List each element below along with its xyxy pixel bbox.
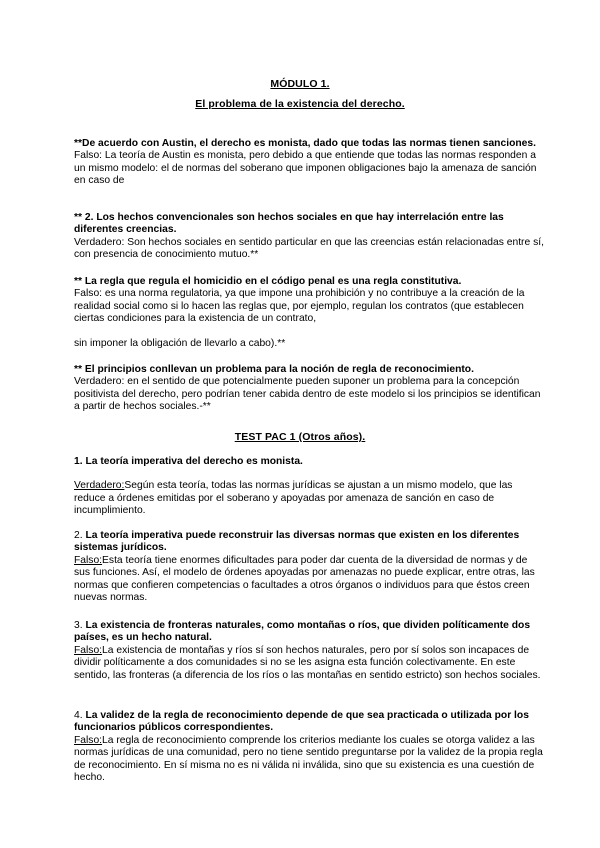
test-question-1 xyxy=(74,456,544,518)
module-question-3 xyxy=(74,276,544,350)
module-question-2 xyxy=(74,212,544,262)
answer-text: Falso: es una norma regulatoria, ya que impone una prohibición y no contribuye a la creación de la realidad social como si lo hacen las reglas que, por ejemplo, regulan los contratos (que establecen ciertas condiciones para la existencia de un contrato, xyxy=(74,288,525,325)
verdict-label: Falso: xyxy=(74,644,103,656)
question-text xyxy=(74,620,544,645)
question-body: La teoría imperativa puede reconstruir las diversas normas que existen en los diferentes sistemas jurídicos. xyxy=(74,530,520,554)
answer-text xyxy=(74,480,544,517)
answer-text xyxy=(74,645,544,682)
test-question-4 xyxy=(74,710,544,784)
answer-continuation: sin imponer la obligación de llevarlo a cabo).** xyxy=(74,337,286,349)
answer-body: La existencia de montañas y ríos sí son hechos naturales, pero por sí solos son incapaces de dividir políticamente a dos comunidades si no se les asigna esta función colectivamente. En este sentido, las fronteras (a diferencia de los ríos o las montañas en sentido estricto) son hechos sociales. xyxy=(74,644,541,681)
verdict-label: Falso: xyxy=(74,734,103,746)
question-number: 2. xyxy=(74,530,83,541)
page-subtitle: El problema de la existencia del derecho. xyxy=(195,98,405,110)
module-question-1 xyxy=(74,138,544,188)
question-body: La existencia de fronteras naturales, como montañas o ríos, que dividen políticamente dos países, es un hecho natural. xyxy=(74,620,531,644)
question-text: ** El principios conllevan un problema para la noción de regla de reconocimiento. xyxy=(74,364,474,375)
question-text xyxy=(74,710,544,735)
answer-text: Falso: La teoría de Austin es monista, pero debido a que entiende que todas las normas responden a un mismo modelo: el de normas del soberano que imponen obligaciones bajo la amenaza de sanción en caso de xyxy=(74,150,537,187)
verdict-label: Falso: xyxy=(74,554,103,566)
answer-text: Verdadero: Son hechos sociales en sentido particular en que las creencias están relacionadas entre sí, con presencia de conocimiento mutuo.** xyxy=(74,236,544,261)
question-text xyxy=(74,530,544,555)
answer-text xyxy=(74,735,544,785)
answer-body: Según esta teoría, todas las normas jurídicas se ajustan a un mismo modelo, que las reduce a órdenes emitidas por el soberano y apoyadas por amenaza de sanción en caso de incumplimiento. xyxy=(74,480,513,517)
page-title: MÓDULO 1. xyxy=(270,78,330,90)
verdict-label: Verdadero: xyxy=(74,480,125,492)
answer-text: Verdadero: en el sentido de que potencialmente pueden suponer un problema para la concepción positivista del derecho, pero podrían tener cabida dentro de este modelo si los principios se identifican a partir de hechos sociales.-** xyxy=(74,376,541,413)
question-text: **De acuerdo con Austin, el derecho es monista, dado que todas las normas tienen sanciones. xyxy=(74,138,536,149)
question-number: 4. xyxy=(74,710,83,721)
answer-body: Esta teoría tiene enormes dificultades para poder dar cuenta de la diversidad de normas y de sus funciones. Así, el modelo de órdenes apoyadas por amenazas no puede explicar, entre otras, las normas que confieren competencias o facultades a otros órganos o individuos para que éstos creen nuevas normas. xyxy=(74,554,535,604)
test-question-3 xyxy=(74,620,544,682)
answer-text xyxy=(74,555,544,605)
question-text: ** La regla que regula el homicidio en el código penal es una regla constitutiva. xyxy=(74,276,462,287)
module-question-4 xyxy=(74,364,544,414)
answer-body: La regla de reconocimiento comprende los criterios mediante los cuales se otorga validez a las normas jurídicas de una comunidad, pero no tiene sentido preguntarse por la validez de la propia regla de reconocimiento. En sí misma no es ni válida ni inválida, sino que su existencia es una cuestión de hecho. xyxy=(74,734,543,784)
question-text: 1. La teoría imperativa del derecho es monista. xyxy=(74,456,303,467)
question-number: 3. xyxy=(74,620,83,631)
test-section-title: TEST PAC 1 (Otros años). xyxy=(234,431,366,443)
test-question-2 xyxy=(74,530,544,604)
question-text: ** 2. Los hechos convencionales son hechos sociales en que hay interrelación entre las diferentes creencias. xyxy=(74,212,504,236)
question-body: La validez de la regla de reconocimiento depende de que sea practicada o utilizada por los funcionarios públicos correspondientes. xyxy=(74,710,529,734)
